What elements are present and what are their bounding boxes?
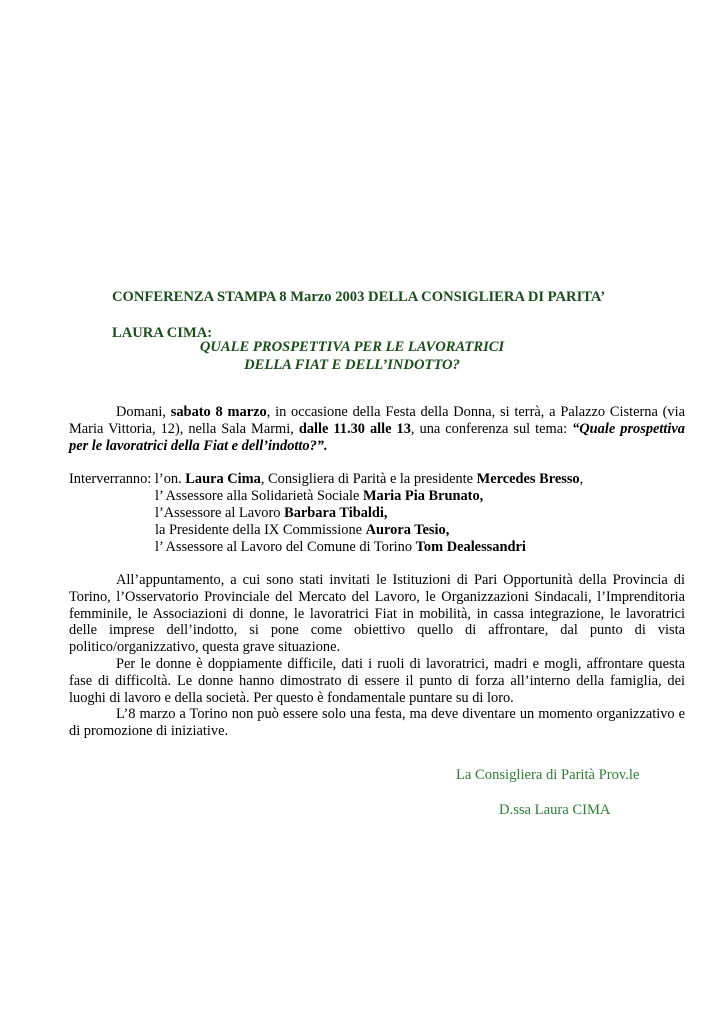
body-paragraphs xyxy=(69,572,685,740)
speaker-1b-name: Mercedes Bresso xyxy=(476,471,580,487)
document-subtitle xyxy=(112,338,592,374)
subtitle-line-1: QUALE PROSPETTIVA PER LE LAVORATRICI xyxy=(199,339,505,355)
speaker-2-name: Maria Pia Brunato, xyxy=(362,488,484,504)
signature-name: D.ssa Laura CIMA xyxy=(499,802,611,818)
speaker-line-2 xyxy=(155,488,483,505)
heading-line-1: CONFERENZA STAMPA 8 Marzo 2003 DELLA CONSIGLIERA DI PARITA’ xyxy=(112,289,606,305)
announcement-paragraph xyxy=(69,404,685,454)
speaker-4-name: Aurora Tesio, xyxy=(365,522,450,538)
paragraph-2: Per le donne è doppiamente difficile, dati i ruoli di lavoratrici, madri e mogli, affrontare questa fase di difficoltà. Le donne hanno dimostrato di essere il punto di forza all’interno della famiglia, dei luoghi di lavoro e della società. Per questo è fondamentale puntare su di loro. xyxy=(69,655,685,706)
speaker-line-3 xyxy=(155,505,388,522)
speakers-intro: Interverranno: l’on. xyxy=(69,471,186,487)
speaker-5-role: l’ Assessore al Lavoro del Comune di Torino xyxy=(155,539,416,555)
speaker-line-5 xyxy=(155,539,526,556)
speaker-2-role: l’ Assessore alla Solidarietà Sociale xyxy=(155,488,363,504)
announcement-text-1: Domani, xyxy=(116,404,171,420)
paragraph-3: L’8 marzo a Torino non può essere solo una festa, ma deve diventare un momento organizzativo e di promozione di iniziative. xyxy=(69,706,685,740)
announcement-text-2: , in occasione della Festa della Donna, si terrà, a Palazzo Cisterna (via Maria Vittoria, 12), nella Sala Marmi, xyxy=(69,404,685,437)
announcement-time: dalle 11.30 alle 13 xyxy=(298,420,411,437)
subtitle-line-2: DELLA FIAT E DELL’INDOTTO? xyxy=(244,357,460,373)
speaker-3-name: Barbara Tibaldi, xyxy=(284,505,388,521)
speaker-4-role: la Presidente della IX Commissione xyxy=(155,522,366,538)
heading-line-2: LAURA CIMA: xyxy=(112,325,213,341)
speakers-intro-line xyxy=(69,471,685,488)
speaker-1-end: , xyxy=(579,471,584,487)
announcement-topic: “Quale prospettiva per le lavoratrici della Fiat e dell’indotto?”. xyxy=(69,420,686,454)
announcement-text-3: , una conferenza sul tema: xyxy=(410,420,573,437)
speaker-1-role: , Consigliera di Parità e la presidente xyxy=(260,471,477,487)
speaker-3-role: l’Assessore al Lavoro xyxy=(155,505,285,521)
signature-title: La Consigliera di Parità Prov.le xyxy=(456,767,640,783)
speaker-5-name: Tom Dealessandri xyxy=(415,539,526,555)
speaker-line-4 xyxy=(155,522,449,539)
speaker-1-name: Laura Cima xyxy=(185,471,261,487)
announcement-date: sabato 8 marzo xyxy=(170,404,267,420)
paragraph-1: All’appuntamento, a cui sono stati invitati le Istituzioni di Pari Opportunità della Provincia di Torino, l’Osservatorio Provinciale del Mercato del Lavoro, le Organizzazioni Sindacali, l’Imprenditoria femminile, le Associazioni di donne, le lavoratrici Fiat in mobilità, in cassa integrazione, le lavoratrici delle imprese dell’indotto, si pone come obiettivo quello di affrontare, dal punto di vista politico/organizzativo, questa grave situazione. xyxy=(69,572,685,656)
